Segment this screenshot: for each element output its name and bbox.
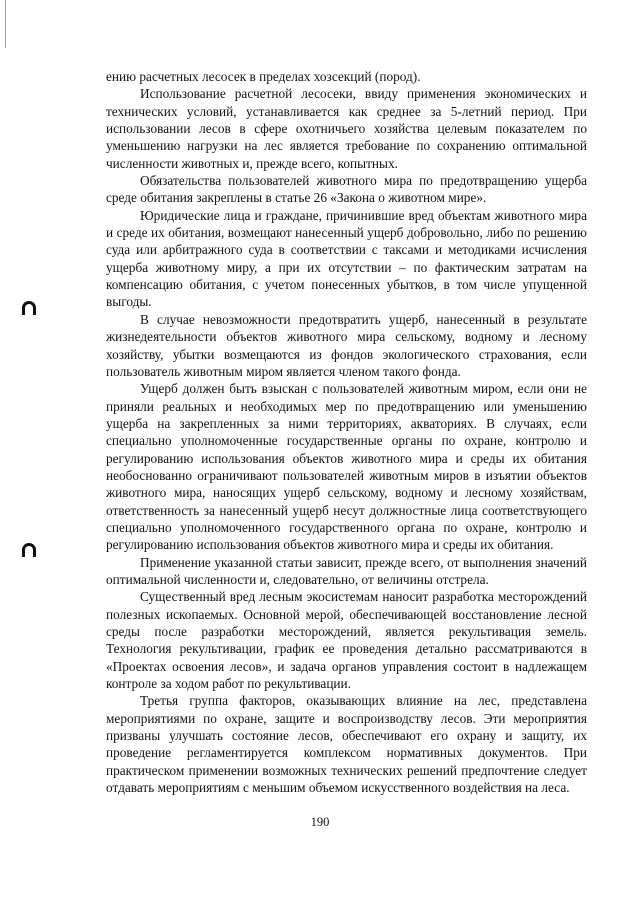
paragraph: Применение указанной статьи зависит, прежде всего, от выполнения значений оптимальной численности и, следовательно, от величины отстрела. <box>106 554 587 587</box>
paragraph: В случае невозможности предотвратить ущерб, нанесенный в результате жизнедеятельности объектов животного мира сельскому, водному и лесному хозяйству, убытки возмещаются из фондов экологического страхования, если пользователь животным миром является членом такого фонда. <box>106 311 587 379</box>
binder-hole-mark <box>22 543 36 557</box>
paragraph: Существенный вред лесным экосистемам наносит разработка месторождений полезных ископаемых. Основной мерой, обеспечивающей восстановление лесной среды после разработки месторождений, является рекультивация земель. Технология рекультивации, график ее проведения детально рассматриваются в «Проектах освоения лесов», и задача органов управления состоит в надлежащем контроле за ходом работ по рекультивации. <box>106 589 587 692</box>
paragraph: Юридические лица и граждане, причинившие вред объектам животного мира и среде их обитания, возмещают нанесенный ущерб добровольно, либо по решению суда или арбитражного суда в соответствии с таксами и методиками исчисления ущерба животному миру, а при их отсутствии – по фактическим затратам на компенсацию обитания, с учетом понесенных убытков, в том числе упущенной выгоды. <box>106 207 587 310</box>
binder-hole-mark <box>22 301 36 315</box>
paragraph: Ущерб должен быть взыскан с пользователей животным миром, если они не приняли реальных и необходимых мер по предотвращению или уменьшению ущерба на закрепленных за ними территориях, акваториях. В случаях, если специально уполномоченные государственные органы по охране, контролю и регулированию использования объектов животного мира и среды их обитания необоснованно ограничивают пользователей животным миров в изъятии объектов животного мира, наносящих ущерб сельскому, водному и лесному хозяйствам, ответственность за нанесенный ущерб несут должностные лица соответствующего специально уполномоченного государственного органа по охране, контролю и регулированию использования объектов животного мира и среды их обитания. <box>106 381 587 553</box>
scan-edge-line <box>5 0 6 48</box>
paragraph: Использование расчетной лесосеки, ввиду применения экономических и технических условий, устанавливается как среднее за 5-летний период. При использовании лесов в сфере охотничьего хозяйства целевым показателем по уменьшению нагрузки на лес является требование по сохранению оптимальной численности животных и, прежде всего, копытных. <box>106 86 587 171</box>
page-body-text <box>106 68 587 796</box>
paragraph: Третья группа факторов, оказывающих влияние на лес, представлена мероприятиями по охране, защите и воспроизводству лесов. Эти мероприятия призваны улучшать состояние лесов, обеспечивают его охрану и защиту, их проведение регламентируется комплексом нормативных документов. При практическом применении возможных технических решений предпочтение следует отдавать мероприятиям с меньшим объемом искусственного воздействия на леса. <box>106 693 587 796</box>
paragraph: Обязательства пользователей животного мира по предотвращению ущерба среде обитания закреплены в статье 26 «Закона о животном мире». <box>106 173 587 206</box>
paragraph-continuation: ению расчетных лесосек в пределах хозсекций (пород). <box>106 69 421 84</box>
page-number: 190 <box>310 815 330 829</box>
